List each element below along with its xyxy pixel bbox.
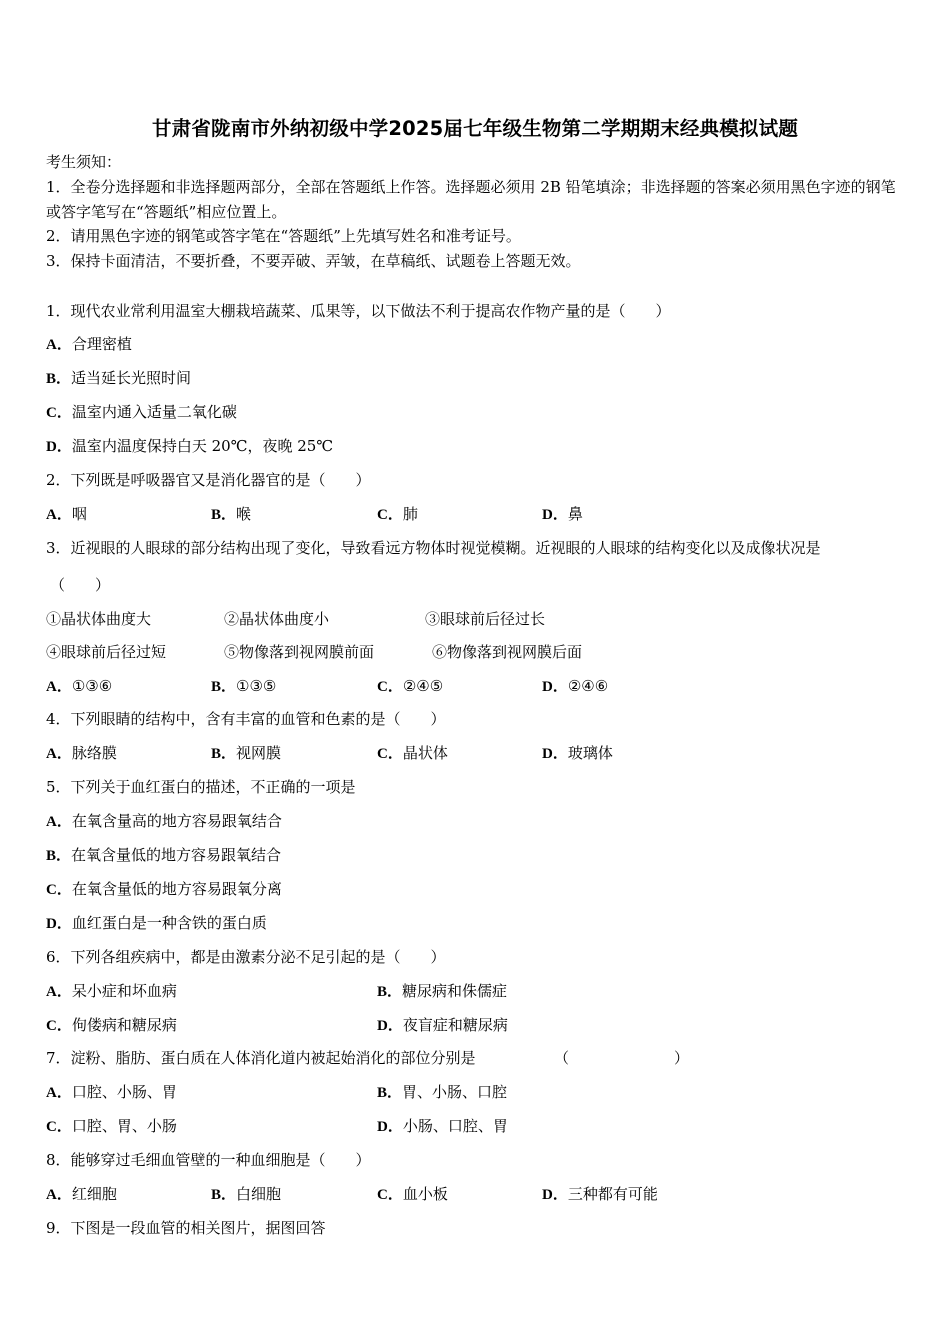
option-label: C．	[377, 746, 403, 762]
option-text: 三种都有可能	[567, 1185, 658, 1203]
q3-option-d	[542, 676, 608, 697]
q7-option-b	[377, 1082, 507, 1103]
option-label: D．	[542, 507, 568, 523]
q4-option-b	[211, 743, 281, 764]
option-text: 咽	[71, 505, 87, 523]
option-label: B．	[211, 746, 237, 762]
option-label: C．	[377, 1187, 403, 1203]
q4-option-d	[542, 743, 613, 764]
question-7-blank: （ ）	[554, 1049, 690, 1067]
q8-option-d	[542, 1184, 658, 1205]
option-label: D．	[542, 679, 568, 695]
q8-option-a	[46, 1184, 117, 1205]
option-text: 血红蛋白是一种含铁的蛋白质	[71, 914, 267, 932]
q3-option-b	[211, 676, 276, 697]
q5-option-a	[46, 811, 282, 832]
option-label: C．	[46, 405, 72, 421]
q5-option-b	[46, 845, 281, 866]
option-label: D．	[377, 1119, 403, 1135]
q3-choice: ②晶状体曲度小	[224, 610, 330, 628]
q1-option-c	[46, 402, 237, 423]
option-label: B．	[211, 1187, 237, 1203]
q8-option-b	[211, 1184, 281, 1205]
option-text: ②④⑤	[402, 677, 444, 695]
option-label: D．	[46, 916, 72, 932]
option-text: 胃、小肠、口腔	[402, 1083, 508, 1101]
q3-option-a	[46, 676, 112, 697]
q6-option-d	[377, 1015, 508, 1036]
option-text: 肺	[402, 505, 418, 523]
option-label: B．	[377, 1085, 403, 1101]
q1-option-b	[46, 368, 191, 389]
option-text: 在氧含量高的地方容易跟氧结合	[71, 812, 282, 830]
option-label: C．	[377, 507, 403, 523]
option-text: 视网膜	[236, 744, 282, 762]
option-label: A．	[46, 814, 72, 830]
question-8-stem: 8．能够穿过毛细血管壁的一种血细胞是（ ）	[46, 1151, 371, 1169]
option-text: 呆小症和坏血病	[71, 982, 177, 1000]
page-title: 甘肃省陇南市外纳初级中学2025届七年级生物第二学期期末经典模拟试题	[151, 117, 799, 140]
q5-option-c	[46, 879, 282, 900]
option-text: 红细胞	[71, 1185, 117, 1203]
option-text: 口腔、小肠、胃	[71, 1083, 177, 1101]
option-label: C．	[46, 1018, 72, 1034]
option-text: 玻璃体	[567, 744, 613, 762]
option-text: 血小板	[402, 1185, 448, 1203]
option-label: C．	[377, 679, 403, 695]
q6-option-b	[377, 981, 507, 1002]
q7-option-a	[46, 1082, 177, 1103]
q6-option-c	[46, 1015, 177, 1036]
option-label: D．	[542, 746, 568, 762]
q8-option-c	[377, 1184, 448, 1205]
q3-choice: ③眼球前后径过长	[425, 610, 546, 628]
option-label: A．	[46, 337, 72, 353]
notice-item: 2．请用黑色字迹的钢笔或答字笔在“答题纸”上先填写姓名和准考证号。	[46, 227, 521, 245]
option-label: A．	[46, 746, 72, 762]
option-text: 晶状体	[402, 744, 448, 762]
q2-option-d	[542, 504, 583, 525]
option-text: 鼻	[567, 505, 583, 523]
question-9-stem: 9．下图是一段血管的相关图片，据图回答	[46, 1219, 326, 1237]
option-label: A．	[46, 984, 72, 1000]
notice-item: 3．保持卡面清洁，不要折叠，不要弄破、弄皱，在草稿纸、试题卷上答题无效。	[46, 252, 581, 270]
option-text: 佝偻病和糖尿病	[71, 1016, 177, 1034]
option-text: 夜盲症和糖尿病	[402, 1016, 508, 1034]
option-text: ②④⑥	[567, 677, 609, 695]
q3-choice: ①晶状体曲度大	[46, 610, 152, 628]
option-label: B．	[211, 507, 237, 523]
option-label: A．	[46, 1187, 72, 1203]
q2-option-a	[46, 504, 87, 525]
option-label: B．	[377, 984, 403, 1000]
option-text: 在氧含量低的地方容易跟氧分离	[71, 880, 282, 898]
q1-option-d	[46, 436, 333, 457]
q2-option-c	[377, 504, 418, 525]
option-text: 合理密植	[71, 335, 132, 353]
option-label: B．	[46, 848, 72, 864]
q1-option-a	[46, 334, 132, 355]
question-1-stem: 1．现代农业常利用温室大棚栽培蔬菜、瓜果等，以下做法不利于提高农作物产量的是（ ）	[46, 302, 671, 320]
option-text: 糖尿病和侏儒症	[402, 982, 508, 1000]
notice-item: 1．全卷分选择题和非选择题两部分，全部在答题纸上作答。选择题必须用 2B 铅笔填涂；非选择题的答案必须用黑色字迹的钢笔或答字笔写在“答题纸”相应位置上。	[46, 178, 896, 221]
option-label: A．	[46, 1085, 72, 1101]
option-label: A．	[46, 507, 72, 523]
question-5-stem: 5．下列关于血红蛋白的描述，不正确的一项是	[46, 778, 356, 796]
option-text: 脉络膜	[71, 744, 117, 762]
option-text: 口腔、胃、小肠	[71, 1117, 177, 1135]
question-2-stem: 2．下列既是呼吸器官又是消化器官的是（ ）	[46, 471, 371, 489]
option-label: D．	[542, 1187, 568, 1203]
q7-option-c	[46, 1116, 177, 1137]
option-text: 适当延长光照时间	[71, 369, 192, 387]
option-label: C．	[46, 1119, 72, 1135]
option-text: 喉	[236, 505, 252, 523]
q5-option-d	[46, 913, 267, 934]
q3-choice: ⑤物像落到视网膜前面	[224, 643, 375, 661]
option-text: 白细胞	[236, 1185, 282, 1203]
question-7-stem: 7．淀粉、脂肪、蛋白质在人体消化道内被起始消化的部位分别是	[46, 1049, 476, 1067]
option-label: B．	[211, 679, 237, 695]
question-3-stem: 3．近视眼的人眼球的部分结构出现了变化，导致看远方物体时视觉模糊。近视眼的人眼球的结构变化以及成像状况是	[46, 539, 821, 557]
option-text: ①③⑥	[71, 677, 113, 695]
option-text: 小肠、口腔、胃	[402, 1117, 508, 1135]
q4-option-c	[377, 743, 448, 764]
q2-option-b	[211, 504, 251, 525]
q6-option-a	[46, 981, 177, 1002]
option-text: 温室内通入适量二氧化碳	[71, 403, 237, 421]
question-3-blank: （ ）	[50, 576, 111, 594]
q7-option-d	[377, 1116, 508, 1137]
option-text: 在氧含量低的地方容易跟氧结合	[71, 846, 282, 864]
option-text: ①③⑤	[236, 677, 277, 695]
q4-option-a	[46, 743, 117, 764]
option-text: 温室内温度保持白天 20℃，夜晚 25℃	[71, 437, 334, 455]
option-label: B．	[46, 371, 72, 387]
question-6-stem: 6．下列各组疾病中，都是由激素分泌不足引起的是（ ）	[46, 948, 446, 966]
option-label: C．	[46, 882, 72, 898]
option-label: D．	[377, 1018, 403, 1034]
notice-heading: 考生须知：	[46, 153, 122, 171]
q3-option-c	[377, 676, 443, 697]
question-4-stem: 4．下列眼睛的结构中，含有丰富的血管和色素的是（ ）	[46, 710, 446, 728]
q3-choice: ⑥物像落到视网膜后面	[432, 643, 583, 661]
q3-choice: ④眼球前后径过短	[46, 643, 167, 661]
option-label: A．	[46, 679, 72, 695]
option-label: D．	[46, 439, 72, 455]
